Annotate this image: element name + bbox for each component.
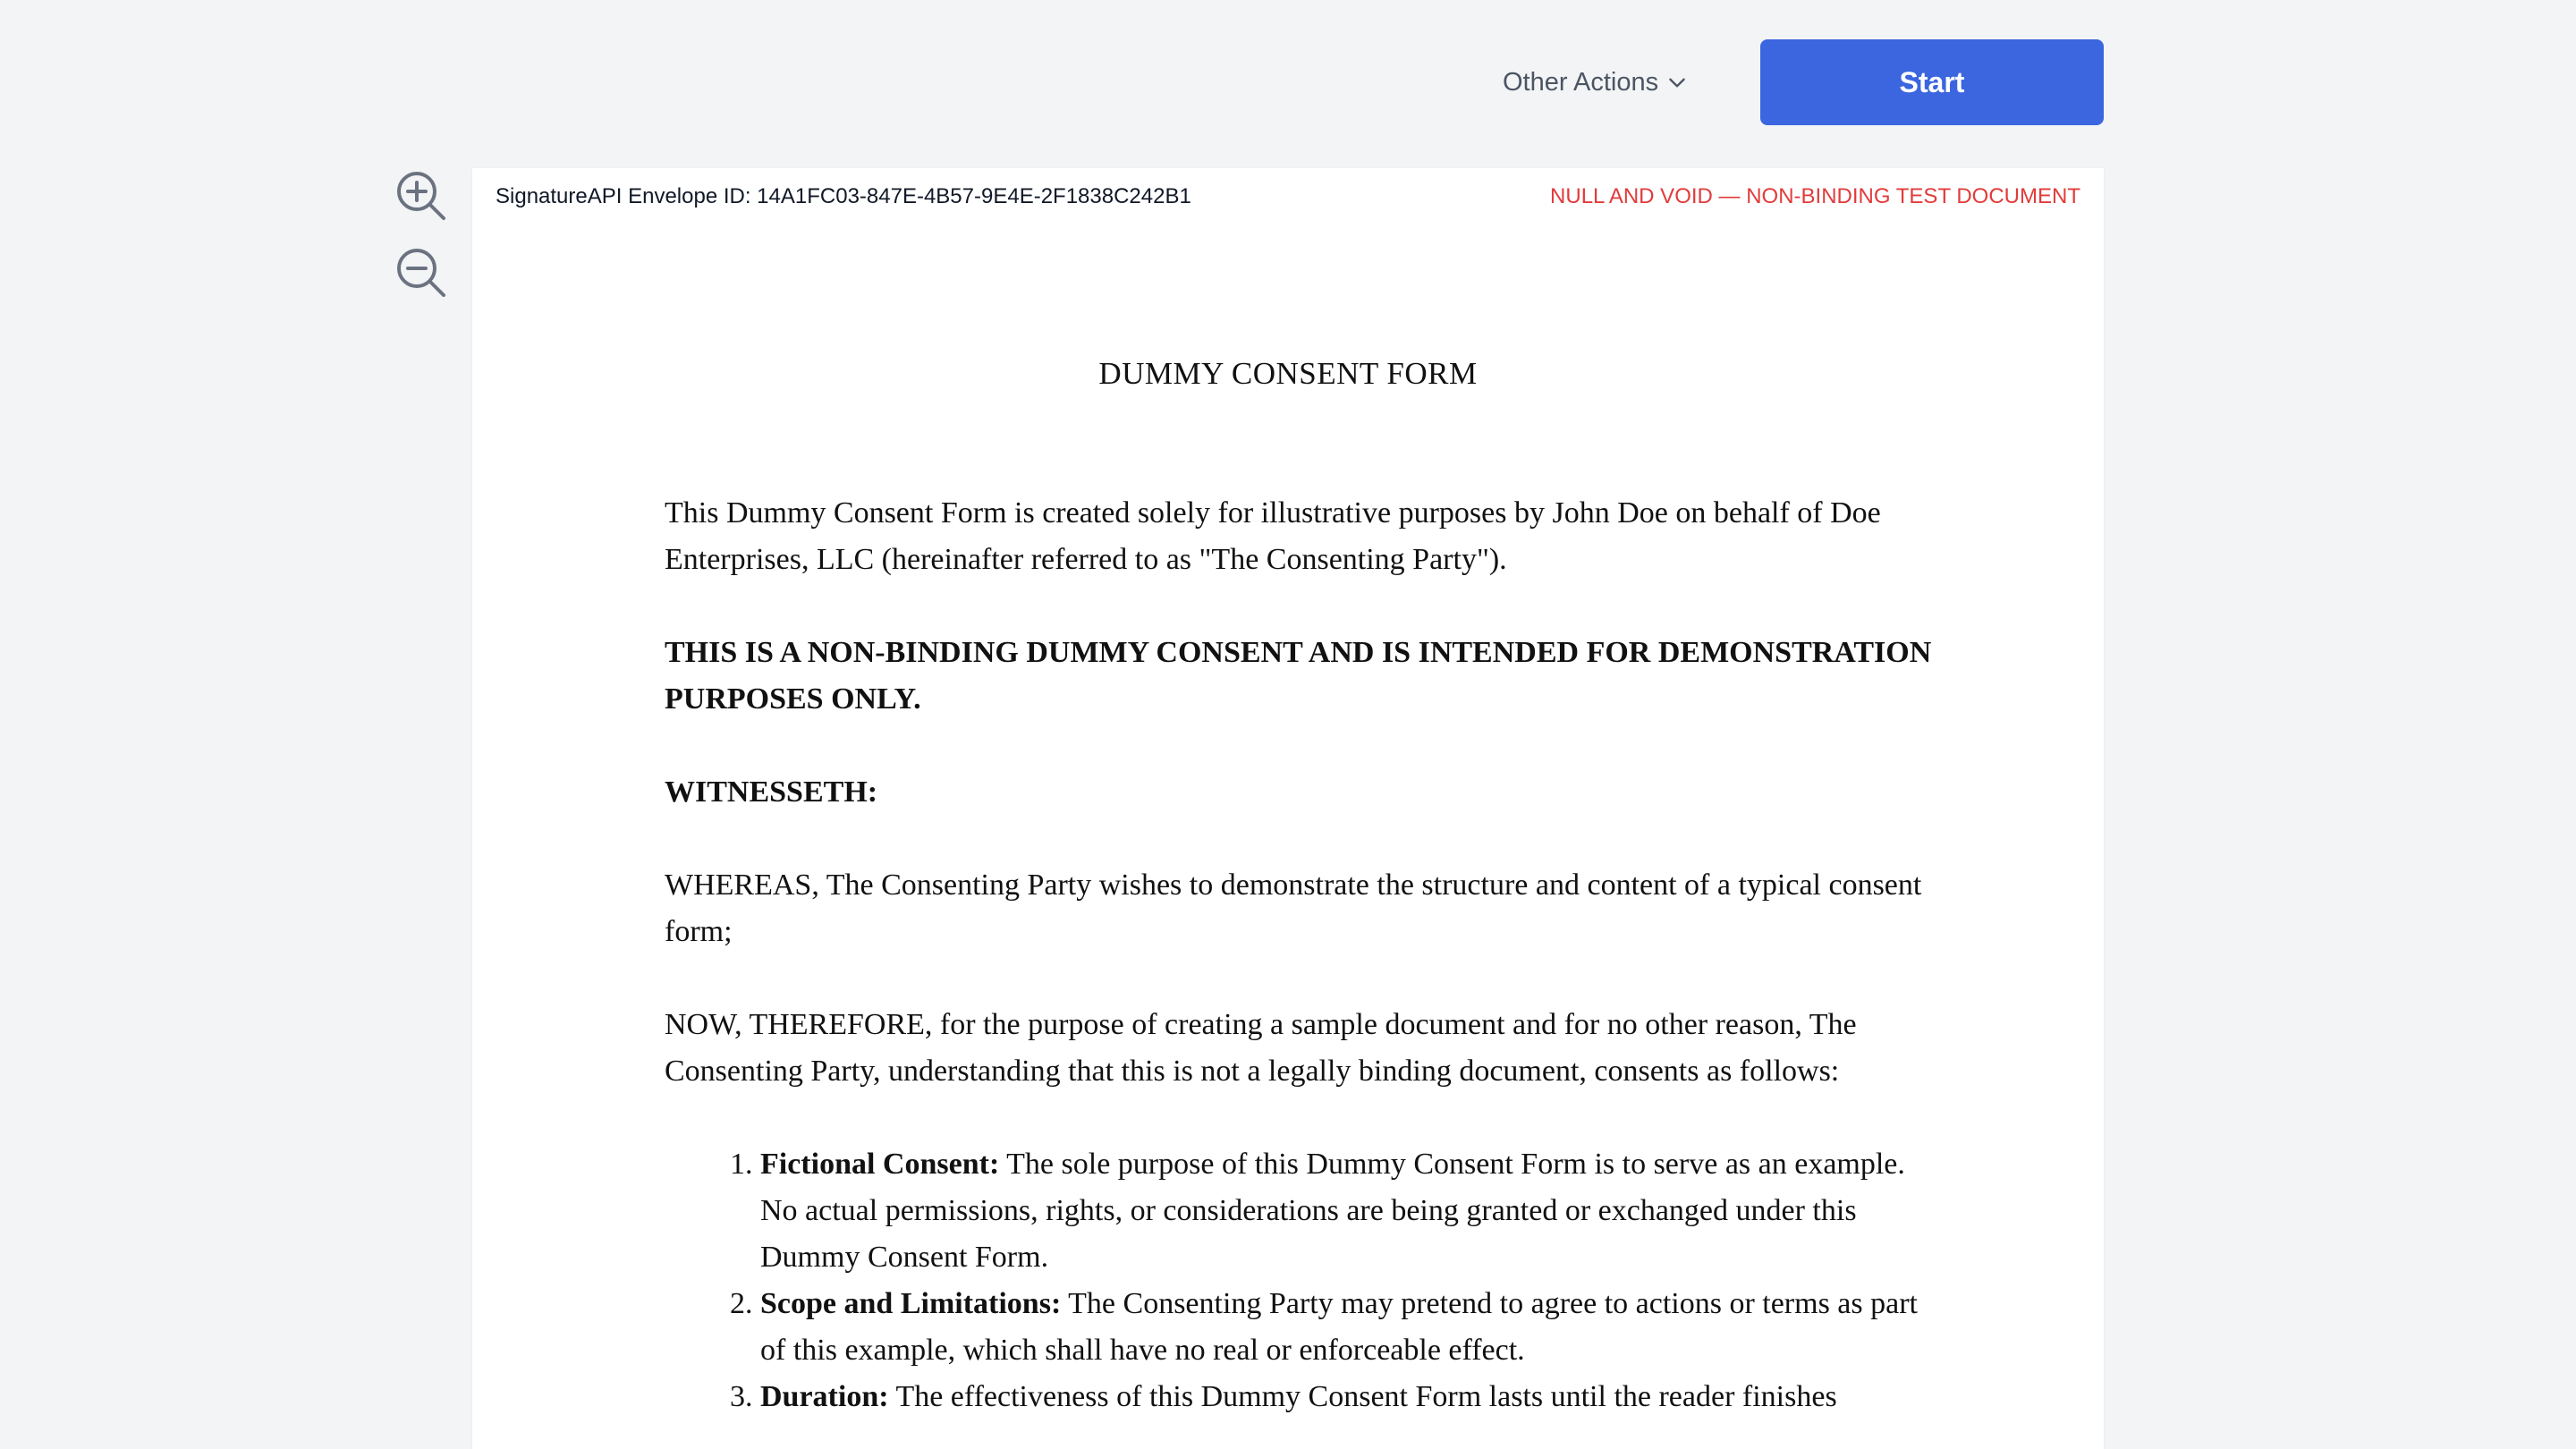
clause-item	[760, 1281, 1935, 1374]
clause-term: Duration:	[760, 1380, 889, 1413]
clause-text: The effectiveness of this Dummy Consent Form lasts until the reader finishes	[888, 1380, 1837, 1413]
clause-text: The Consenting Party may pretend to agree to actions or terms as part of this example, which shall have no real or enforceable effect.	[760, 1287, 1918, 1367]
top-bar	[0, 0, 2576, 161]
intro-paragraph: This Dummy Consent Form is created solely for illustrative purposes by John Doe on behalf of Doe Enterprises, LLC (hereinafter referred to as "The Consenting Party").	[665, 496, 1881, 576]
clause-item	[760, 1141, 1935, 1281]
document-meta-bar	[496, 184, 2080, 216]
disclaimer-paragraph: THIS IS A NON-BINDING DUMMY CONSENT AND IS INTENDED FOR DEMONSTRATION PURPOSES ONLY.	[665, 636, 1932, 716]
void-notice: NULL AND VOID — NON-BINDING TEST DOCUMENT	[1550, 184, 2080, 208]
now-therefore-paragraph: NOW, THEREFORE, for the purpose of creating a sample document and for no other reason, The Consenting Party, understanding that this is not a legally binding document, consents as follows:	[665, 1008, 1857, 1088]
document-title: DUMMY CONSENT FORM	[1098, 356, 1478, 391]
zoom-in-button[interactable]	[394, 168, 449, 224]
clause-term: Fictional Consent:	[760, 1148, 1000, 1181]
zoom-controls	[394, 168, 449, 322]
whereas-paragraph: WHEREAS, The Consenting Party wishes to demonstrate the structure and content of a typical consent form;	[665, 869, 1922, 948]
document-body	[665, 490, 1935, 1420]
other-actions-label: Other Actions	[1503, 67, 1659, 97]
zoom-in-icon	[394, 168, 449, 224]
clause-term: Scope and Limitations:	[760, 1287, 1062, 1320]
witnesseth-heading: WITNESSETH:	[665, 775, 878, 809]
start-button[interactable]: Start	[1760, 39, 2104, 125]
document-page	[472, 168, 2104, 1449]
clause-item	[760, 1374, 1935, 1420]
envelope-id: SignatureAPI Envelope ID: 14A1FC03-847E-4B57-9E4E-2F1838C242B1	[496, 184, 1191, 208]
zoom-out-button[interactable]	[394, 245, 449, 301]
zoom-out-icon	[394, 245, 449, 301]
clause-list	[665, 1141, 1935, 1420]
chevron-down-icon	[1665, 71, 1689, 94]
clause-text: The sole purpose of this Dummy Consent Form is to serve as an example. No actual permissions, rights, or considerations are being granted or exchanged under this Dummy Consent Form.	[760, 1148, 1905, 1274]
other-actions-dropdown[interactable]	[1503, 61, 1689, 104]
